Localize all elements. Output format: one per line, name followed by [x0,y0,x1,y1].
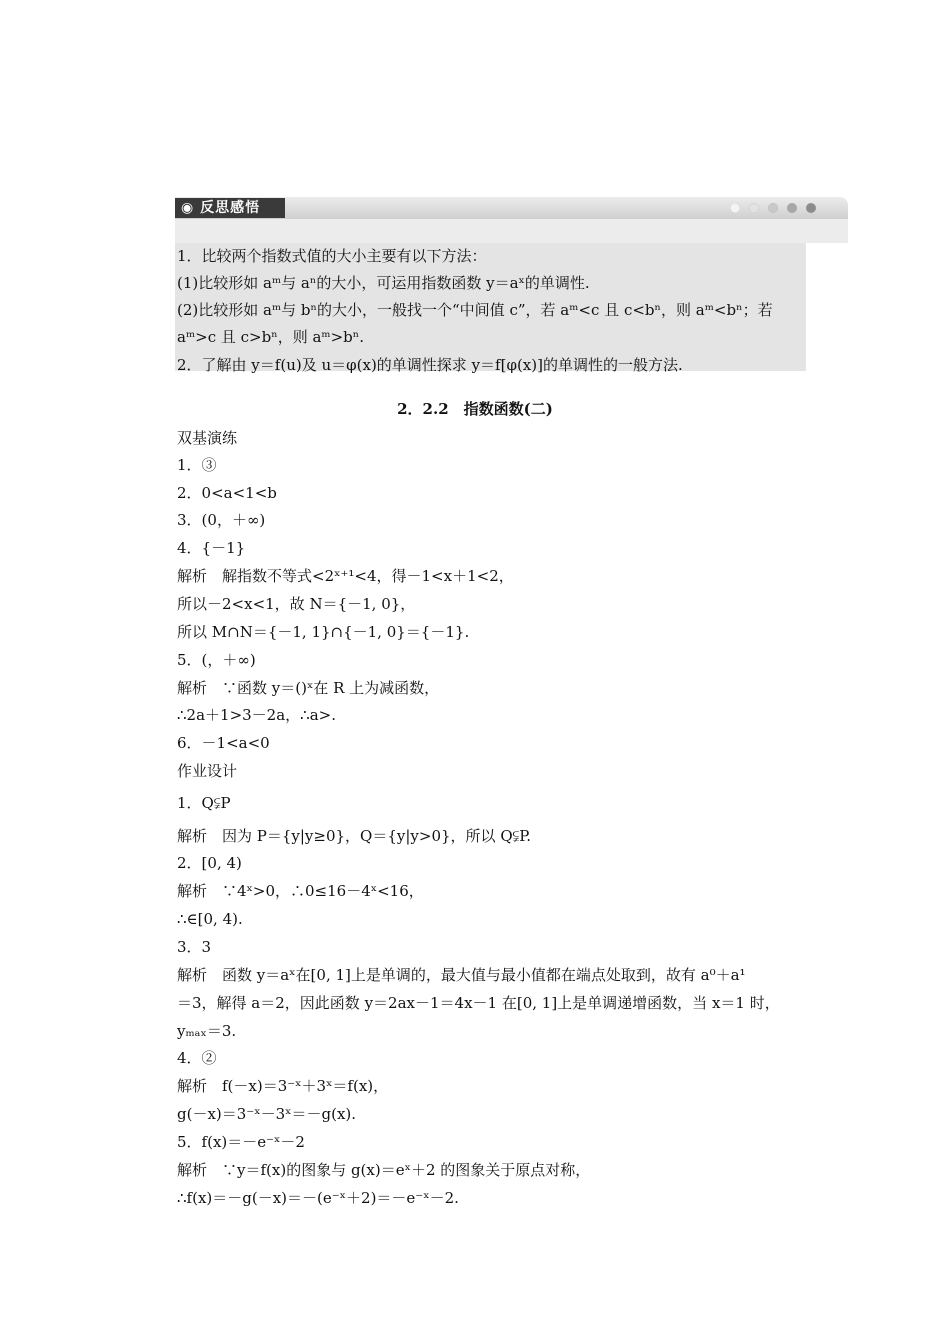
reflection-line: (2)比较形如 aᵐ与 bⁿ的大小，一般找一个“中间值 c”，若 aᵐ<c 且 c<bⁿ，则 aᵐ<bⁿ；若 [177,301,773,319]
banner-label: ◉ 反思感悟 [175,198,285,218]
text-line: 解析 f(－x)＝3⁻ˣ＋3ˣ＝f(x)， [177,1077,389,1095]
section-title: 2．2.2 指数函数(二) [397,400,553,418]
text-line: 4．{－1} [177,539,246,557]
text-line: ＝3，解得 a＝2，因此函数 y＝2ax－1＝4x－1 在[0, 1]上是单调递增函数，当 x＝1 时， [177,994,780,1012]
text-line: 解析 ∵函数 y＝()ˣ在 R 上为减函数， [177,679,440,697]
text-line: 解析 ∵y＝f(x)的图象与 g(x)＝eˣ＋2 的图象关于原点对称， [177,1161,591,1179]
banner-dots [730,203,816,213]
text-line: 作业设计 [177,762,238,780]
text-line: 5．(，＋∞) [177,651,256,669]
reflection-line: 1．比较两个指数式值的大小主要有以下方法： [177,247,487,265]
text-line: 1．Q⫋P [177,794,231,812]
reflection-line: (1)比较形如 aᵐ与 aⁿ的大小，可运用指数函数 y＝aˣ的单调性. [177,274,590,292]
text-line: 5．f(x)＝－e⁻ˣ－2 [177,1133,305,1151]
text-line: 2．0<a<1<b [177,484,277,502]
dot-icon [730,203,740,213]
reflection-line: aᵐ>c 且 c>bⁿ，则 aᵐ>bⁿ. [177,328,365,346]
text-line: 3．(0，＋∞) [177,511,266,529]
text-line: 所以－2<x<1，故 N＝{－1, 0}， [177,595,416,613]
text-line: 1．③ [177,456,217,474]
text-line: 3．3 [177,938,212,956]
dot-icon [787,203,797,213]
text-line: 解析 函数 y＝aˣ在[0, 1]上是单调的，最大值与最小值都在端点处取到，故有 a⁰＋a¹ [177,966,746,984]
text-line: 双基演练 [177,429,238,447]
text-line: 所以 M∩N＝{－1, 1}∩{－1, 0}＝{－1}. [177,623,470,641]
text-line: g(－x)＝3⁻ˣ－3ˣ＝－g(x). [177,1105,357,1123]
dot-icon [749,203,759,213]
text-line: 2．[0, 4) [177,854,242,872]
text-line: ∴f(x)＝－g(－x)＝－(e⁻ˣ＋2)＝－e⁻ˣ－2. [177,1189,459,1207]
text-line: yₘₐₓ＝3. [177,1022,237,1040]
text-line: 解析 因为 P＝{y|y≥0}，Q＝{y|y>0}，所以 Q⫋P. [177,827,532,845]
text-line: 解析 解指数不等式<2ˣ⁺¹<4，得－1<x＋1<2， [177,567,514,585]
text-line: ∴2a＋1>3－2a，∴a>. [177,706,336,724]
dot-icon [806,203,816,213]
section-banner [175,197,848,219]
dot-icon [768,203,778,213]
text-line: 解析 ∵4ˣ>0，∴0≤16－4ˣ<16， [177,882,424,900]
text-line: ∴∈[0, 4). [177,910,243,928]
reflection-line: 2．了解由 y＝f(u)及 u＝φ(x)的单调性探求 y＝f[φ(x)]的单调性的一般方法. [177,356,683,374]
text-line: 4．② [177,1049,217,1067]
banner-shadow [175,219,848,243]
text-line: 6．－1<a<0 [177,734,270,752]
